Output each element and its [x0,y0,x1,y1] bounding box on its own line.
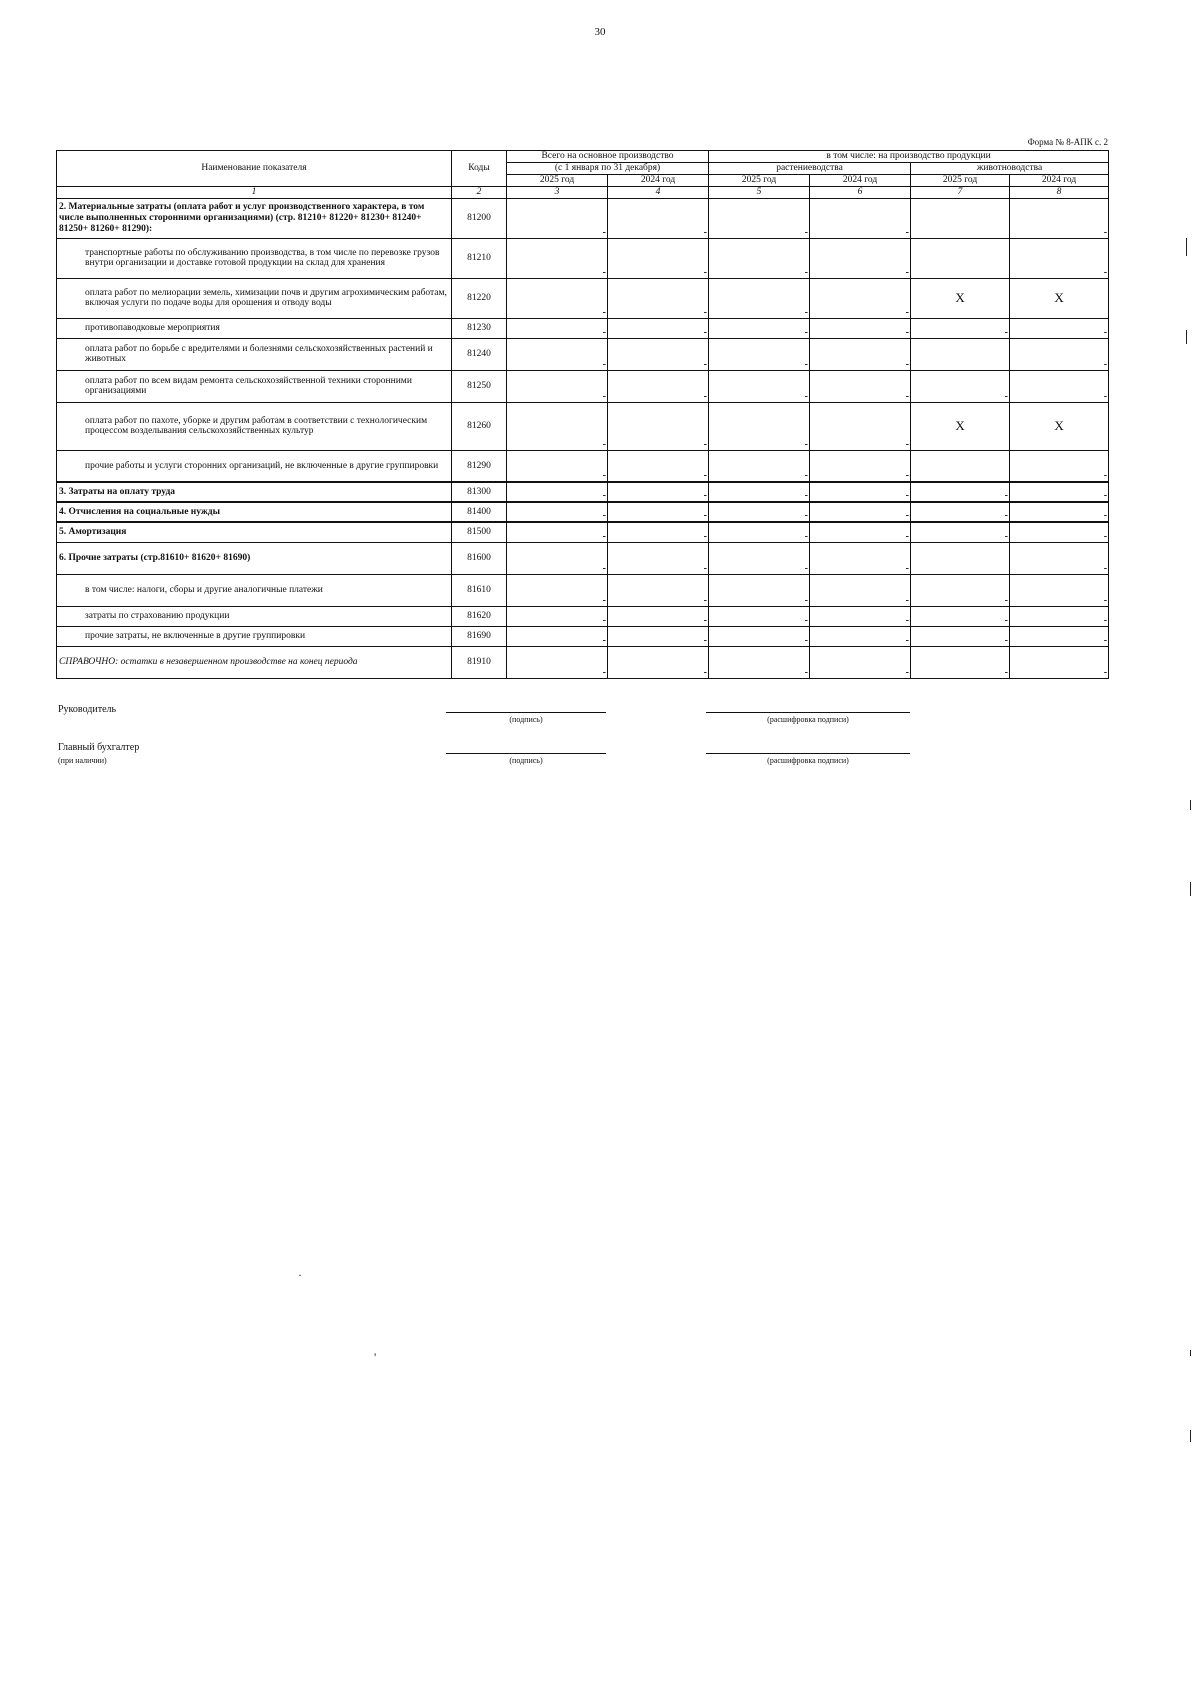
value-cell [810,606,911,626]
value-cell [507,574,608,606]
value-cell [810,238,911,278]
cost-table [56,150,1109,679]
value-cell [709,278,810,318]
value-cell [507,502,608,522]
row-code: 81230 [452,318,507,338]
value-cell [608,574,709,606]
head-signature-line [446,712,606,713]
value-cell [709,626,810,646]
value-cell [608,606,709,626]
cell-value: - [804,510,809,522]
cell-value: - [1004,530,1009,542]
cell-value: - [1004,510,1009,522]
cell-value: - [905,614,910,626]
value-cell [608,278,709,318]
table-row [57,574,1109,606]
table-row [57,542,1109,574]
value-cell [911,606,1010,626]
row-code: 81260 [452,402,507,450]
value-cell [911,198,1010,238]
column-number: 2 [452,187,507,199]
scan-artifact [1186,238,1187,256]
scan-artifact: ' [374,1350,377,1364]
cell-value: - [602,390,606,402]
column-number: 6 [810,187,911,199]
cell-value: - [804,326,809,338]
value-cell [507,402,608,450]
header-livestock: животноводства [911,163,1109,175]
value-cell [1010,318,1109,338]
table-row [57,522,1109,542]
value-cell [709,402,810,450]
cell-value: - [602,438,606,450]
cell-value: - [703,306,708,318]
header-year: 2024 год [810,175,911,187]
accountant-signature-line [446,753,606,754]
value-cell [709,522,810,542]
cell-value: - [905,226,910,238]
table-row [57,646,1109,678]
row-code: 81220 [452,278,507,318]
cell-value: - [1004,390,1009,402]
value-cell [1010,238,1109,278]
value-cell [608,238,709,278]
value-cell [608,542,709,574]
value-cell [1010,502,1109,522]
table-row [57,606,1109,626]
head-decoding-line [706,712,910,713]
cell-value: - [602,510,606,522]
value-cell [1010,482,1109,502]
table-row [57,278,1109,318]
value-cell [507,522,608,542]
table-row [57,450,1109,482]
cell-value: - [804,470,809,482]
scan-artifact [1190,1430,1191,1442]
form-label: Форма № 8-АПК с. 2 [1027,137,1108,147]
cell-value: - [703,562,708,574]
table-row [57,238,1109,278]
value-cell [1010,626,1109,646]
value-cell [810,626,911,646]
value-cell [507,542,608,574]
value-cell [810,522,911,542]
cell-value: - [804,634,809,646]
value-cell [507,198,608,238]
column-number: 7 [911,187,1010,199]
value-cell [810,402,911,450]
cell-value: - [1004,666,1009,678]
cell-value: - [804,594,809,606]
header-incl-group: в том числе: на производство продукции [709,151,1109,163]
table-row [57,318,1109,338]
value-cell [1010,646,1109,678]
header-total-line1: Всего на основное производство [507,151,709,163]
row-name: затраты по страхованию продукции [57,606,452,626]
cell-value: - [804,438,809,450]
cell-value: - [703,594,708,606]
value-cell [911,646,1010,678]
scan-artifact [1186,330,1187,344]
header-codes: Коды [452,151,507,187]
value-cell [1010,574,1109,606]
value-cell [709,198,810,238]
value-cell [810,574,911,606]
cell-value: - [1103,594,1108,606]
cell-value: - [602,470,606,482]
table-row [57,482,1109,502]
value-cell [1010,198,1109,238]
header-name: Наименование показателя [57,151,452,187]
value-cell [709,238,810,278]
table-row [57,338,1109,370]
cell-value: - [602,594,606,606]
value-cell [810,318,911,338]
value-cell [608,646,709,678]
cell-value: - [602,306,606,318]
cell-value: - [1004,634,1009,646]
value-cell [608,318,709,338]
cell-value: - [905,266,910,278]
value-cell [608,370,709,402]
table-row [57,402,1109,450]
cell-value: - [1103,510,1108,522]
cell-value: - [804,490,809,502]
row-name: оплата работ по всем видам ремонта сельскохозяйственной техники сторонними организациями [57,370,452,402]
cell-value: - [602,614,606,626]
row-code: 81300 [452,482,507,502]
accountant-signature-caption: (подпись) [509,756,543,765]
value-cell [507,338,608,370]
cell-value: - [703,470,708,482]
cell-value: - [905,390,910,402]
cell-value: - [804,390,809,402]
header-year: 2025 год [507,175,608,187]
value-cell [810,502,911,522]
cell-value: - [602,634,606,646]
cell-value: - [905,326,910,338]
cell-value: - [905,490,910,502]
not-applicable-mark: X [1054,289,1064,305]
value-cell [810,278,911,318]
scan-artifact: · [298,1268,302,1282]
value-cell [608,502,709,522]
value-cell [507,238,608,278]
cell-value: - [804,226,809,238]
header-year: 2025 год [709,175,810,187]
value-cell [507,606,608,626]
value-cell [507,482,608,502]
value-cell [507,318,608,338]
value-cell [608,402,709,450]
cell-value: - [602,226,606,238]
value-cell [810,482,911,502]
cell-value: - [905,358,910,370]
cell-value: - [1103,562,1108,574]
column-number: 3 [507,187,608,199]
cell-value: - [1004,614,1009,626]
row-name: транспортные работы по обслуживанию производства, в том числе по перевозке грузов внутри организации и доставке готовой продукции на склад для хранения [57,238,452,278]
cell-value: - [905,562,910,574]
not-applicable-mark: X [955,289,965,305]
chief-accountant-label: Главный бухгалтер [58,742,140,753]
cell-value: - [703,530,708,542]
value-cell [810,542,911,574]
value-cell [608,626,709,646]
table-row [57,626,1109,646]
scan-artifact [1190,1350,1191,1356]
value-cell [911,502,1010,522]
cell-value: - [905,306,910,318]
cell-value: - [1103,470,1108,482]
scan-artifact [1190,800,1191,810]
value-cell [709,450,810,482]
cell-value: - [703,634,708,646]
row-name: 2. Материальные затраты (оплата работ и услуг производственного характера, в том числе выполненных сторонними организациями) (стр. 81210+ 81220+ 81230+ 81240+ 81250+ 81260+ 81290): [57,198,452,238]
value-cell [810,338,911,370]
value-cell [608,198,709,238]
cell-value: - [703,510,708,522]
cell-value: - [804,530,809,542]
value-cell [608,338,709,370]
row-code: 81240 [452,338,507,370]
value-cell [911,450,1010,482]
head-decoding-caption: (расшифровка подписи) [767,715,849,724]
value-cell [709,318,810,338]
cell-value: - [1103,666,1108,678]
cell-value: - [602,666,606,678]
row-name: противопаводковые мероприятия [57,318,452,338]
value-cell [709,502,810,522]
value-cell [608,522,709,542]
value-cell [810,450,911,482]
row-code: 81250 [452,370,507,402]
value-cell [709,574,810,606]
row-name: оплата работ по мелиорации земель, химизации почв и другим агрохимическим работам, включая услуги по подаче воды для орошения и отводу воды [57,278,452,318]
page-number: 30 [594,26,606,38]
cell-value: - [905,594,910,606]
cell-value: - [1004,490,1009,502]
value-cell [709,338,810,370]
value-cell [911,522,1010,542]
row-name: прочие затраты, не включенные в другие группировки [57,626,452,646]
value-cell [810,370,911,402]
value-cell [507,450,608,482]
value-cell [1010,522,1109,542]
value-cell [911,542,1010,574]
cell-value: - [1004,594,1009,606]
cell-value: - [1103,390,1108,402]
row-name: в том числе: налоги, сборы и другие аналогичные платежи [57,574,452,606]
cell-value: - [804,666,809,678]
cell-value: - [905,530,910,542]
value-cell [911,370,1010,402]
value-cell [709,482,810,502]
not-applicable-mark: X [955,417,965,433]
value-cell [810,198,911,238]
cell-value: - [1103,326,1108,338]
row-code: 81200 [452,198,507,238]
head-signature-caption: (подпись) [509,715,543,724]
value-cell [911,482,1010,502]
cell-value: - [1103,490,1108,502]
cell-value: - [703,438,708,450]
value-cell [1010,370,1109,402]
header-year: 2024 год [1010,175,1109,187]
accountant-decoding-caption: (расшифровка подписи) [767,756,849,765]
cell-value: - [1103,530,1108,542]
cell-value: - [703,266,708,278]
cell-value: - [804,614,809,626]
row-code: 81910 [452,646,507,678]
cell-value: - [1103,614,1108,626]
cell-value: - [602,266,606,278]
row-code: 81610 [452,574,507,606]
row-code: 81290 [452,450,507,482]
row-name: 3. Затраты на оплату труда [57,482,452,502]
row-name: прочие работы и услуги сторонних организаций, не включенные в другие группировки [57,450,452,482]
value-cell [911,318,1010,338]
value-cell [507,626,608,646]
value-cell [911,574,1010,606]
value-cell [507,278,608,318]
value-cell [608,450,709,482]
cell-value: - [804,306,809,318]
row-code: 81620 [452,606,507,626]
row-name: 6. Прочие затраты (стр.81610+ 81620+ 81690) [57,542,452,574]
table-row [57,502,1109,522]
row-code: 81500 [452,522,507,542]
value-cell [1010,450,1109,482]
cell-value: - [703,358,708,370]
value-cell [1010,402,1109,450]
value-cell [911,626,1010,646]
cell-value: - [703,390,708,402]
value-cell [709,370,810,402]
value-cell [911,238,1010,278]
cell-value: - [1103,358,1108,370]
cell-value: - [1103,226,1108,238]
header-crop: растениеводства [709,163,911,175]
column-number: 5 [709,187,810,199]
value-cell [911,338,1010,370]
row-code: 81400 [452,502,507,522]
header-total-line2: (с 1 января по 31 декабря) [507,163,709,175]
cell-value: - [703,490,708,502]
cell-value: - [905,666,910,678]
cell-value: - [703,326,708,338]
row-name: СПРАВОЧНО: остатки в незавершенном производстве на конец периода [57,646,452,678]
row-name: оплата работ по борьбе с вредителями и болезнями сельскохозяйственных растений и животных [57,338,452,370]
cell-value: - [602,490,606,502]
value-cell [507,646,608,678]
value-cell [709,542,810,574]
value-cell [1010,278,1109,318]
cell-value: - [602,326,606,338]
scan-artifact [1190,882,1191,896]
cell-value: - [804,358,809,370]
table-row [57,198,1109,238]
row-name: оплата работ по пахоте, уборке и другим работам в соответствии с технологическим процессом возделывания сельскохозяйственных культур [57,402,452,450]
chief-accountant-note: (при наличии) [58,756,107,765]
cell-value: - [703,226,708,238]
row-code: 81600 [452,542,507,574]
row-code: 81210 [452,238,507,278]
value-cell [810,646,911,678]
cell-value: - [602,358,606,370]
header-year: 2025 год [911,175,1010,187]
header-year: 2024 год [608,175,709,187]
column-number: 8 [1010,187,1109,199]
cell-value: - [602,530,606,542]
value-cell [507,370,608,402]
column-number: 1 [57,187,452,199]
cell-value: - [905,438,910,450]
value-cell [608,482,709,502]
row-code: 81690 [452,626,507,646]
value-cell [1010,338,1109,370]
value-cell [709,606,810,626]
value-cell [911,402,1010,450]
row-name: 5. Амортизация [57,522,452,542]
accountant-decoding-line [706,753,910,754]
table-row [57,370,1109,402]
cell-value: - [602,562,606,574]
cell-value: - [1103,634,1108,646]
value-cell [1010,606,1109,626]
value-cell [911,278,1010,318]
column-number: 4 [608,187,709,199]
not-applicable-mark: X [1054,417,1064,433]
cell-value: - [905,470,910,482]
cell-value: - [1004,326,1009,338]
row-name: 4. Отчисления на социальные нужды [57,502,452,522]
cell-value: - [804,562,809,574]
cell-value: - [804,266,809,278]
cell-value: - [1103,266,1108,278]
value-cell [1010,542,1109,574]
cell-value: - [905,510,910,522]
cell-value: - [905,634,910,646]
cell-value: - [703,614,708,626]
cell-value: - [703,666,708,678]
head-label: Руководитель [58,704,117,715]
value-cell [709,646,810,678]
